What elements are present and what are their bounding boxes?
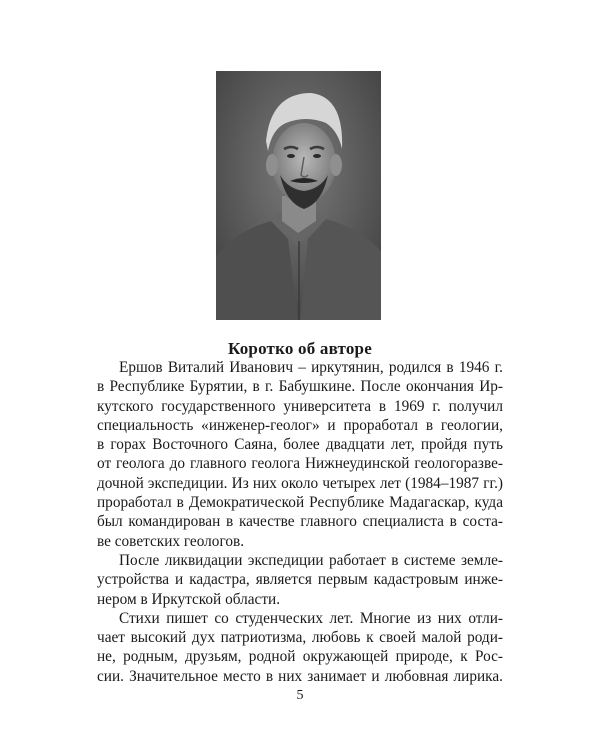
- text-line: в Республике Бурятии, в г. Бабушкине. После окончания Ир-: [97, 378, 503, 396]
- portrait-image: [216, 71, 381, 320]
- text-line: Ершов Виталий Иванович – иркутянин, родился в 1946 г.: [119, 359, 503, 376]
- page-number: 5: [296, 688, 304, 703]
- text-line: в горах Восточного Саяна, более двадцати лет, пройдя путь: [97, 436, 503, 454]
- text-line: проработал в Демократической Республике Мадагаскар, куда: [97, 494, 503, 512]
- author-biography: [97, 358, 503, 686]
- text-line: устройства и кадастра, является первым кадастровым инже-: [97, 571, 503, 589]
- text-line: нером в Иркутской области.: [97, 590, 281, 608]
- text-line: сии. Значительное место в них занимает и любовная лирика.: [97, 667, 503, 685]
- text-line: кутского государственного университета в 1969 г. получил: [97, 397, 503, 415]
- text-line: Стихи пишет со студенческих лет. Многие из них отли-: [119, 609, 503, 627]
- text-line: специальность «инженер-геолог» и проработал в геологии,: [97, 416, 503, 434]
- author-portrait-photo: [216, 71, 381, 320]
- text-line: ве советских геологов.: [97, 532, 245, 550]
- section-heading: Коротко об авторе: [228, 339, 372, 358]
- text-line: После ликвидации экспедиции работает в системе земле-: [119, 551, 503, 569]
- text-line: не, родным, друзьям, родной окружающей природе, к Рос-: [97, 648, 503, 666]
- text-line: дочной экспедиции. Из них около четырех лет (1984–1987 гг.): [97, 474, 503, 492]
- text-line: от геолога до главного геолога Нижнеудинской геологоразве-: [97, 455, 503, 473]
- text-line: был командирован в качестве главного специалиста в соста-: [97, 513, 503, 531]
- text-line: чает высокий дух патриотизма, любовь к своей малой роди-: [97, 629, 503, 647]
